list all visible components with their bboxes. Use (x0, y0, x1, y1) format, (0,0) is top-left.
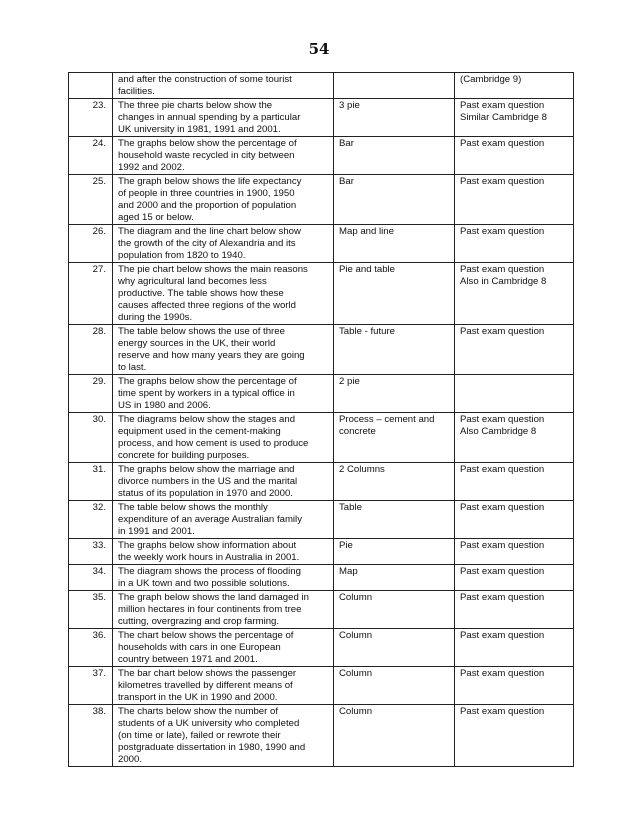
task-description-line: The charts below show the number of (118, 706, 278, 717)
row-number: 28. (69, 325, 113, 375)
task-description-line: the weekly work hours in Australia in 2001. (118, 552, 300, 563)
task-description-line: The graph below shows the life expectancy (118, 176, 302, 187)
row-number: 30. (69, 413, 113, 463)
chart-type (334, 629, 455, 667)
question-source (455, 413, 574, 463)
chart-type (334, 501, 455, 539)
question-source-line: Past exam question (460, 226, 545, 237)
chart-type-line: Column (339, 706, 373, 717)
task-description (113, 413, 334, 463)
row-number (69, 73, 113, 99)
table-row (69, 413, 574, 463)
row-number: 35. (69, 591, 113, 629)
task-description (113, 99, 334, 137)
question-source (455, 263, 574, 325)
table-row (69, 705, 574, 767)
task-description-line: time spent by workers in a typical office in (118, 388, 295, 399)
table-row (69, 99, 574, 137)
task-description-line: divorce numbers in the US and the marital (118, 476, 298, 487)
task-description (113, 137, 334, 175)
row-number: 33. (69, 539, 113, 565)
chart-type (334, 263, 455, 325)
chart-type-line: 2 pie (339, 376, 360, 387)
task-description (113, 539, 334, 565)
table-row (69, 73, 574, 99)
question-source-line: Past exam question (460, 326, 545, 337)
table-row (69, 375, 574, 413)
question-source (455, 175, 574, 225)
task-description (113, 705, 334, 767)
row-number: 38. (69, 705, 113, 767)
table-row (69, 629, 574, 667)
chart-type (334, 413, 455, 463)
chart-type-line: Pie (339, 540, 353, 551)
table-row (69, 325, 574, 375)
row-number: 26. (69, 225, 113, 263)
chart-type (334, 539, 455, 565)
chart-type-line: Process – cement and (339, 414, 435, 425)
question-source-line: (Cambridge 9) (460, 74, 522, 85)
row-number: 29. (69, 375, 113, 413)
task-description-line: to last. (118, 362, 147, 373)
task-description-line: 2000. (118, 754, 143, 765)
question-source-line: Past exam question (460, 264, 545, 275)
question-source-line: Past exam question (460, 100, 545, 111)
task-description-line: population from 1820 to 1940. (118, 250, 246, 261)
task-description (113, 463, 334, 501)
chart-type-line: Bar (339, 176, 354, 187)
row-number: 34. (69, 565, 113, 591)
task-description-line: in a UK town and two possible solutions. (118, 578, 290, 589)
task-description-line: and 2000 and the proportion of population (118, 200, 297, 211)
question-source-line: Also in Cambridge 8 (460, 276, 547, 287)
task-description-line: The three pie charts below show the (118, 100, 273, 111)
task-description-line: during the 1990s. (118, 312, 193, 323)
question-source-line: Past exam question (460, 464, 545, 475)
task-description-line: country between 1971 and 2001. (118, 654, 258, 665)
task-description (113, 667, 334, 705)
chart-type-line: Map and line (339, 226, 394, 237)
question-source (455, 73, 574, 99)
task-description-line: households with cars in one European (118, 642, 281, 653)
question-source (455, 629, 574, 667)
row-number: 32. (69, 501, 113, 539)
chart-type-line: Pie and table (339, 264, 396, 275)
task-table (68, 72, 574, 767)
task-description-line: The diagram and the line chart below show (118, 226, 301, 237)
task-description-line: (on time or late), failed or rewrote their (118, 730, 281, 741)
task-description-line: status of its population in 1970 and 2000. (118, 488, 293, 499)
question-source (455, 375, 574, 413)
task-description-line: of people in three countries in 1900, 1950 (118, 188, 295, 199)
question-source-line: Past exam question (460, 502, 545, 513)
task-description (113, 591, 334, 629)
question-source-line: Past exam question (460, 138, 545, 149)
chart-type-line: Map (339, 566, 358, 577)
task-description-line: The chart below shows the percentage of (118, 630, 294, 641)
task-description (113, 325, 334, 375)
question-source (455, 137, 574, 175)
task-description-line: transport in the UK in 1990 and 2000. (118, 692, 278, 703)
task-description (113, 375, 334, 413)
task-description-line: household waste recycled in city between (118, 150, 295, 161)
task-description-line: equipment used in the cement-making (118, 426, 281, 437)
chart-type (334, 175, 455, 225)
row-number: 36. (69, 629, 113, 667)
chart-type-line: Column (339, 668, 373, 679)
task-description-line: The diagram shows the process of flooding (118, 566, 301, 577)
task-description-line: The graphs below show the marriage and (118, 464, 295, 475)
row-number: 24. (69, 137, 113, 175)
chart-type-line: 3 pie (339, 100, 360, 111)
task-description-line: the growth of the city of Alexandria and its (118, 238, 296, 249)
question-source-line: Past exam question (460, 414, 545, 425)
row-number: 37. (69, 667, 113, 705)
task-description-line: The table below shows the monthly (118, 502, 268, 513)
task-description-line: The diagrams below show the stages and (118, 414, 296, 425)
task-description-line: expenditure of an average Australian family (118, 514, 302, 525)
question-source (455, 667, 574, 705)
task-description-line: The table below shows the use of three (118, 326, 285, 337)
task-description-line: UK university in 1981, 1991 and 2001. (118, 124, 281, 135)
question-source-line: Past exam question (460, 706, 545, 717)
task-description-line: The bar chart below shows the passenger (118, 668, 297, 679)
task-description-line: postgraduate dissertation in 1980, 1990 and (118, 742, 306, 753)
task-description-line: in 1991 and 2001. (118, 526, 195, 537)
task-description-line: aged 15 or below. (118, 212, 194, 223)
task-description (113, 263, 334, 325)
table-row (69, 667, 574, 705)
page-number: 54 (308, 40, 330, 58)
chart-type-line: Column (339, 630, 373, 641)
table-row (69, 565, 574, 591)
chart-type-line: Table (339, 502, 362, 513)
task-description-line: reserve and how many years they are going (118, 350, 305, 361)
question-source-line: Past exam question (460, 176, 545, 187)
row-number: 27. (69, 263, 113, 325)
task-description-line: energy sources in the UK, their world (118, 338, 276, 349)
task-description (113, 501, 334, 539)
task-description (113, 73, 334, 99)
task-description-line: concrete for building purposes. (118, 450, 250, 461)
table-row (69, 463, 574, 501)
task-description-line: The graphs below show information about (118, 540, 297, 551)
task-description-line: causes affected three regions of the world (118, 300, 296, 311)
task-description-line: million hectares in four continents from tree (118, 604, 302, 615)
question-source-line: Also Cambridge 8 (460, 426, 537, 437)
question-source (455, 565, 574, 591)
question-source-line: Past exam question (460, 668, 545, 679)
chart-type (334, 137, 455, 175)
chart-type (334, 225, 455, 263)
table-row (69, 175, 574, 225)
task-description-line: facilities. (118, 86, 155, 97)
table-row (69, 539, 574, 565)
task-description (113, 225, 334, 263)
task-description-line: kilometres travelled by different means of (118, 680, 293, 691)
task-description-line: US in 1980 and 2006. (118, 400, 211, 411)
chart-type-line: 2 Columns (339, 464, 385, 475)
task-description-line: The graph below shows the land damaged in (118, 592, 309, 603)
chart-type-line: Table - future (339, 326, 395, 337)
question-source (455, 463, 574, 501)
task-description-line: cutting, overgrazing and crop farming. (118, 616, 280, 627)
question-source (455, 99, 574, 137)
chart-type-line: Column (339, 592, 373, 603)
task-description-line: and after the construction of some tourist (118, 74, 292, 85)
chart-type-line: concrete (339, 426, 376, 437)
task-table-body (69, 73, 574, 767)
chart-type (334, 325, 455, 375)
chart-type (334, 73, 455, 99)
chart-type (334, 375, 455, 413)
question-source (455, 591, 574, 629)
chart-type (334, 463, 455, 501)
question-source-line: Past exam question (460, 592, 545, 603)
task-description-line: The pie chart below shows the main reasons (118, 264, 308, 275)
question-source (455, 705, 574, 767)
task-description-line: changes in annual spending by a particular (118, 112, 301, 123)
question-source (455, 325, 574, 375)
table-row (69, 137, 574, 175)
task-description-line: 1992 and 2002. (118, 162, 185, 173)
task-description-line: why agricultural land becomes less (118, 276, 267, 287)
table-row (69, 225, 574, 263)
task-description (113, 565, 334, 591)
question-source-line: Past exam question (460, 630, 545, 641)
table-row (69, 263, 574, 325)
chart-type (334, 99, 455, 137)
question-source (455, 539, 574, 565)
question-source (455, 501, 574, 539)
task-description (113, 175, 334, 225)
row-number: 25. (69, 175, 113, 225)
row-number: 31. (69, 463, 113, 501)
table-row (69, 591, 574, 629)
question-source-line: Past exam question (460, 566, 545, 577)
task-description-line: productive. The table shows how these (118, 288, 284, 299)
chart-type (334, 591, 455, 629)
chart-type (334, 565, 455, 591)
task-description-line: The graphs below show the percentage of (118, 138, 297, 149)
question-source (455, 225, 574, 263)
task-description (113, 629, 334, 667)
chart-type (334, 705, 455, 767)
task-description-line: students of a UK university who completed (118, 718, 300, 729)
row-number: 23. (69, 99, 113, 137)
chart-type (334, 667, 455, 705)
table-row (69, 501, 574, 539)
chart-type-line: Bar (339, 138, 354, 149)
question-source-line: Past exam question (460, 540, 545, 551)
task-description-line: process, and how cement is used to produce (118, 438, 309, 449)
question-source-line: Similar Cambridge 8 (460, 112, 547, 123)
task-description-line: The graphs below show the percentage of (118, 376, 297, 387)
